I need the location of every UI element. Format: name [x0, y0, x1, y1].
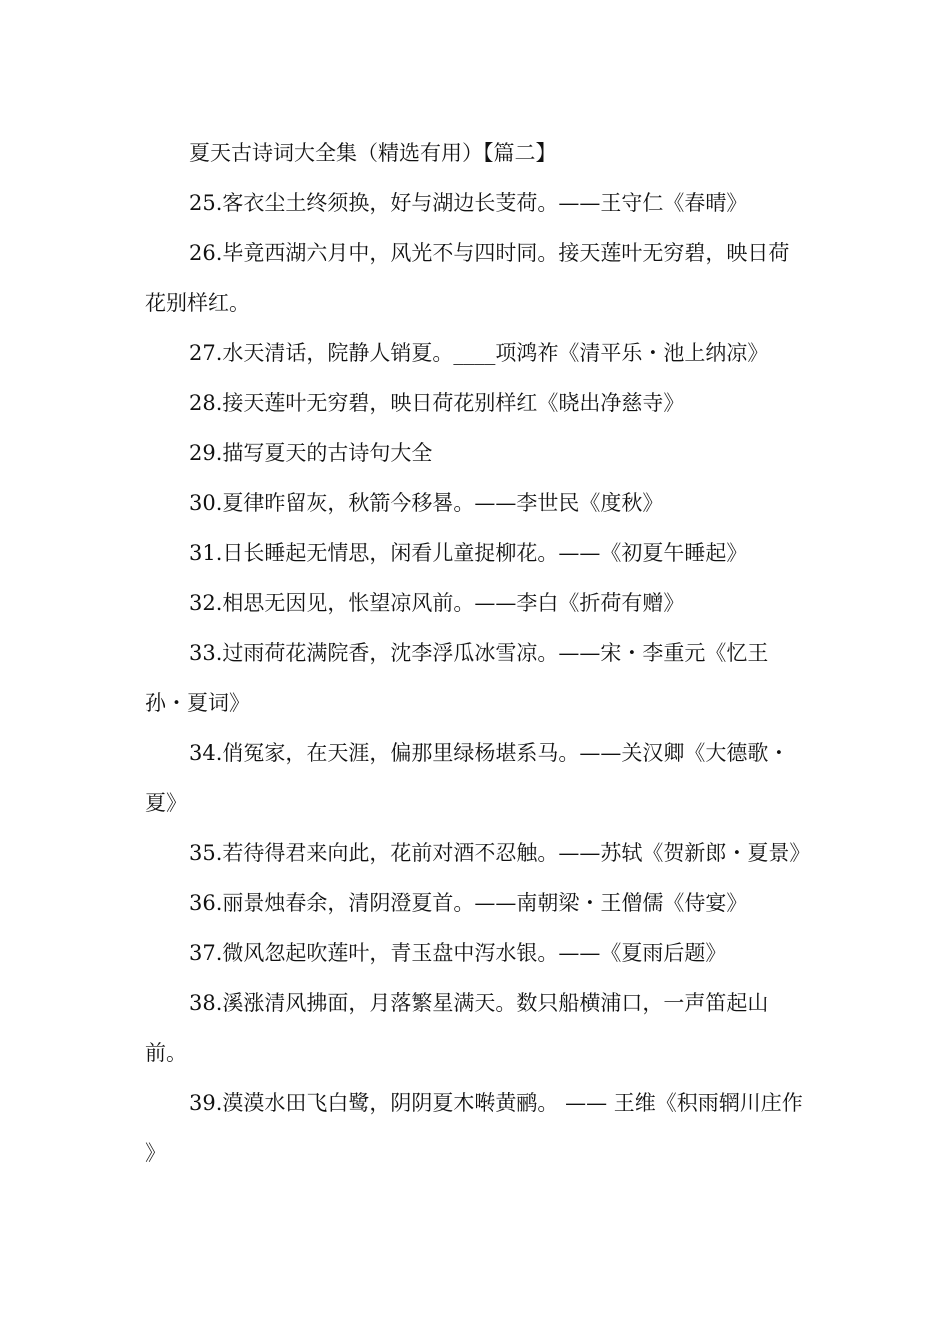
poem-line-33: 33.过雨荷花满院香，沈李浮瓜冰雪凉。——宋・李重元《忆王孙・夏词》: [145, 641, 769, 715]
poem-line-28: 28.接天莲叶无穷碧，映日荷花别样红《晓出净慈寺》: [189, 391, 685, 415]
poem-line-26: 26.毕竟西湖六月中，风光不与四时同。接天莲叶无穷碧，映日荷花别样红。: [145, 241, 790, 315]
poem-line-30: 30.夏律昨留灰，秋箭今移晷。——李世民《度秋》: [189, 491, 664, 515]
poem-line-31: 31.日长睡起无情思，闲看儿童捉柳花。——《初夏午睡起》: [189, 541, 748, 565]
poem-line-39: 39.漠漠水田飞白鹭，阴阴夏木啭黄鹂。 —— 王维《积雨辋川庄作 》: [145, 1091, 803, 1165]
poem-line-36: 36.丽景烛春余，清阴澄夏首。——南朝梁・王僧儒《侍宴》: [189, 891, 748, 915]
poem-line-37: 37.微风忽起吹莲叶，青玉盘中泻水银。——《夏雨后题》: [189, 941, 727, 965]
poem-line-34: 34.俏冤家，在天涯，偏那里绿杨堪系马。——关汉卿《大德歌・夏》: [145, 741, 790, 815]
poem-line-35: 35.若待得君来向此，花前对酒不忍触。——苏轼《贺新郎・夏景》: [189, 841, 811, 865]
document-heading: 夏天古诗词大全集（精选有用）【篇二】: [189, 141, 557, 165]
poem-line-29: 29.描写夏天的古诗句大全: [189, 441, 433, 465]
poem-line-38: 38.溪涨清风拂面，月落繁星满天。数只船横浦口，一声笛起山前。: [145, 991, 769, 1065]
poem-line-25: 25.客衣尘土终须换，好与湖边长芰荷。——王守仁《春晴》: [189, 191, 748, 215]
poem-line-27: 27.水天清话，院静人销夏。____项鸿祚《清平乐・池上纳凉》: [189, 341, 769, 365]
document-body: [145, 128, 810, 1178]
poem-line-32: 32.相思无因见，怅望凉风前。——李白《折荷有赠》: [189, 591, 685, 615]
